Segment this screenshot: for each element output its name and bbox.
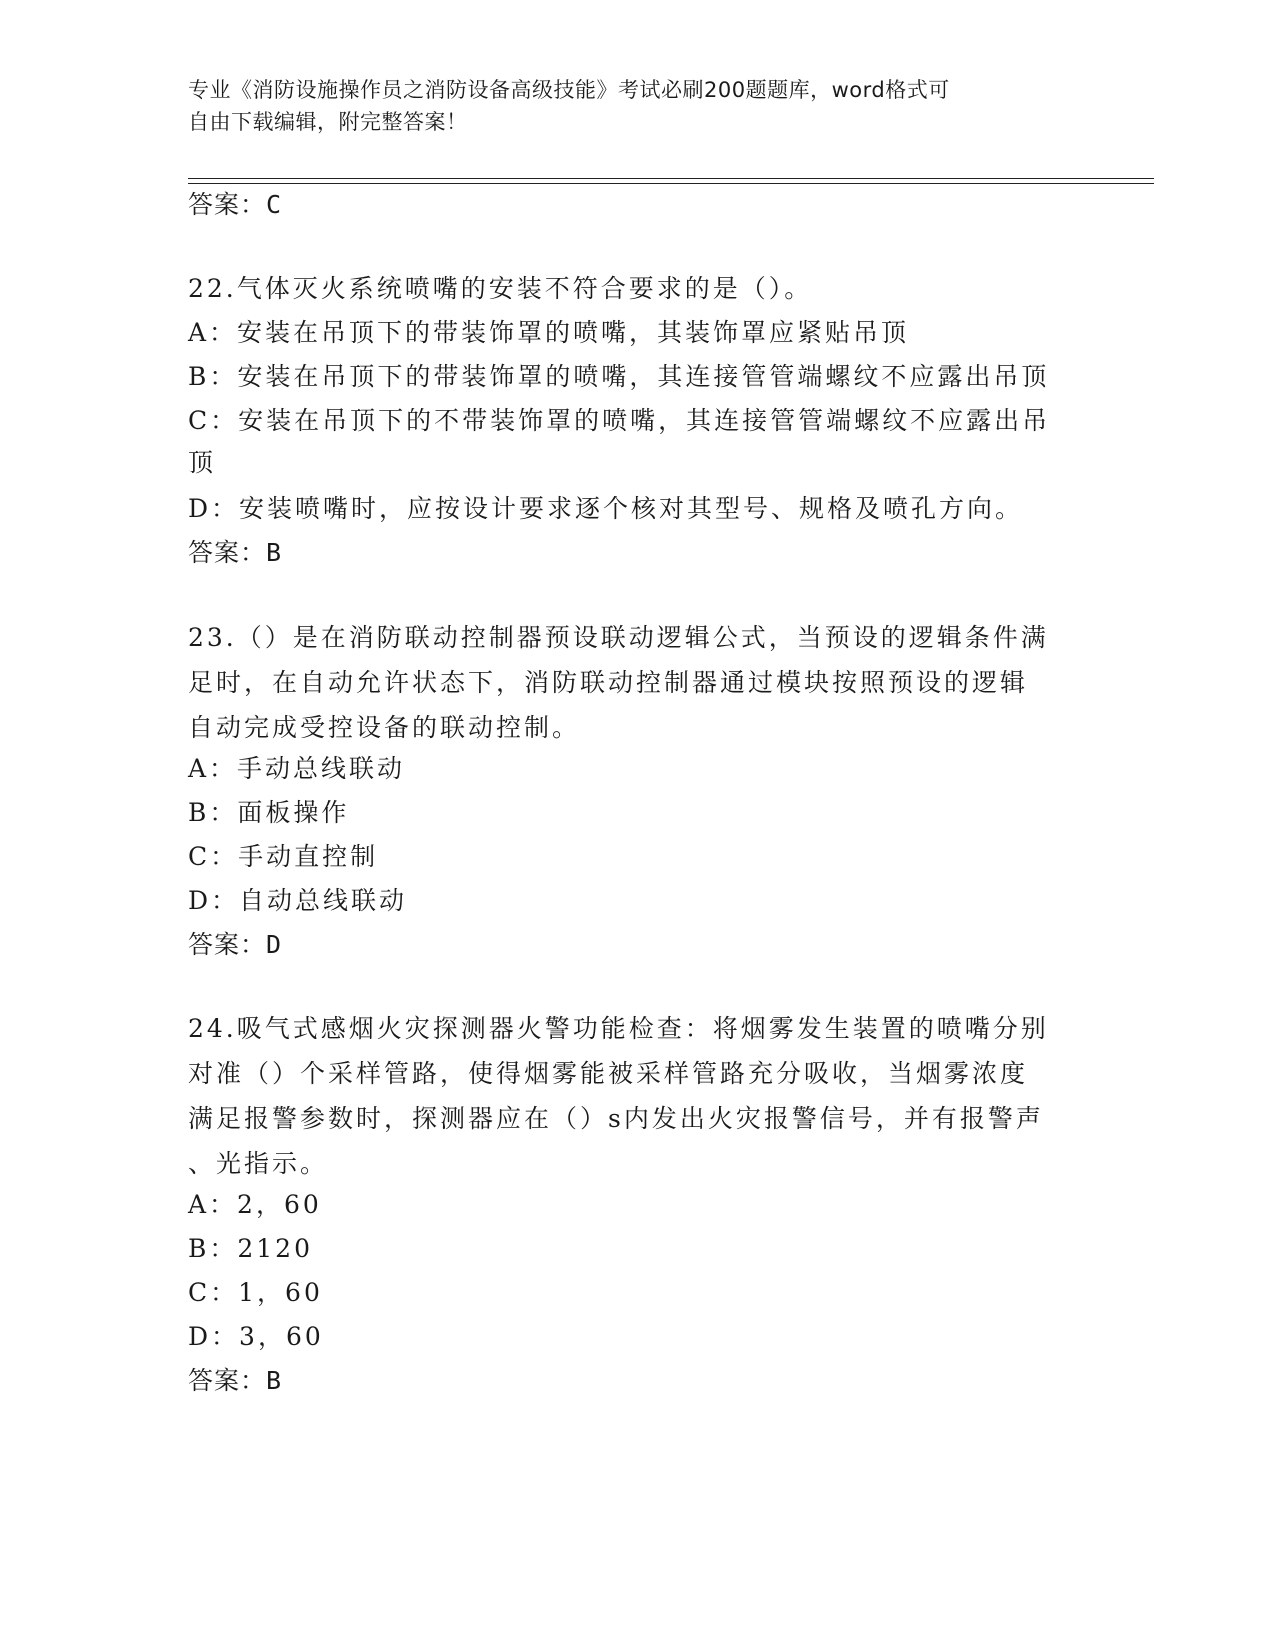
question-24-stem-line: 、光指示。 [188,1149,329,1178]
question-22-option-a: A：安装在吊顶下的带装饰罩的喷嘴，其装饰罩应紧贴吊顶 [188,318,910,347]
question-24-option-d: D：3，60 [188,1322,324,1351]
header-divider-top [188,178,1154,179]
question-22-stem-line: 22.气体灭火系统喷嘴的安装不符合要求的是（）。 [188,274,813,303]
question-24-stem-line: 24.吸气式感烟火灾探测器火警功能检查：将烟雾发生装置的喷嘴分别 [188,1014,1049,1043]
question-22-stem [188,266,1088,311]
answer-21: 答案：C [188,190,283,219]
question-23-option-b: B：面板操作 [188,798,350,827]
question-24-stem [188,1006,1088,1186]
question-23-option-a: A：手动总线联动 [188,754,406,783]
question-22-option-c: C：安装在吊顶下的不带装饰罩的喷嘴，其连接管管端螺纹不应露出吊 [188,406,1051,435]
question-23-stem [188,615,1088,750]
question-24-stem-line: 对准（）个采样管路，使得烟雾能被采样管路充分吸收，当烟雾浓度 [188,1059,1029,1088]
question-23-stem-line: 23.（）是在消防联动控制器预设联动逻辑公式，当预设的逻辑条件满 [188,623,1049,652]
question-23-stem-line: 自动完成受控设备的联动控制。 [188,713,581,742]
question-22-option-d: D：安装喷嘴时，应按设计要求逐个核对其型号、规格及喷孔方向。 [188,494,1024,523]
question-24-option-b: B：2120 [188,1234,313,1263]
answer-23: 答案：D [188,930,283,959]
question-23-option-d: D：自动总线联动 [188,886,408,915]
question-24-option-c: C：1，60 [188,1278,323,1307]
question-24-option-a: A：2，60 [188,1190,322,1219]
answer-24: 答案：B [188,1366,283,1395]
header-line-2: 自由下载编辑，附完整答案！ [188,110,468,134]
question-22-option-c-continued: 顶 [188,448,217,477]
header-divider-bottom [188,183,1154,184]
document-header [188,74,1068,138]
header-line-1: 专业《消防设施操作员之消防设备高级技能》考试必刷200题题库，word格式可 [188,78,950,102]
question-24-stem-line: 满足报警参数时，探测器应在（）s内发出火灾报警信号，并有报警声 [188,1104,1044,1133]
answer-22: 答案：B [188,538,283,567]
question-22-option-b: B：安装在吊顶下的带装饰罩的喷嘴，其连接管管端螺纹不应露出吊顶 [188,362,1050,391]
question-23-stem-line: 足时，在自动允许状态下，消防联动控制器通过模块按照预设的逻辑 [188,668,1029,697]
question-23-option-c: C：手动直控制 [188,842,379,871]
